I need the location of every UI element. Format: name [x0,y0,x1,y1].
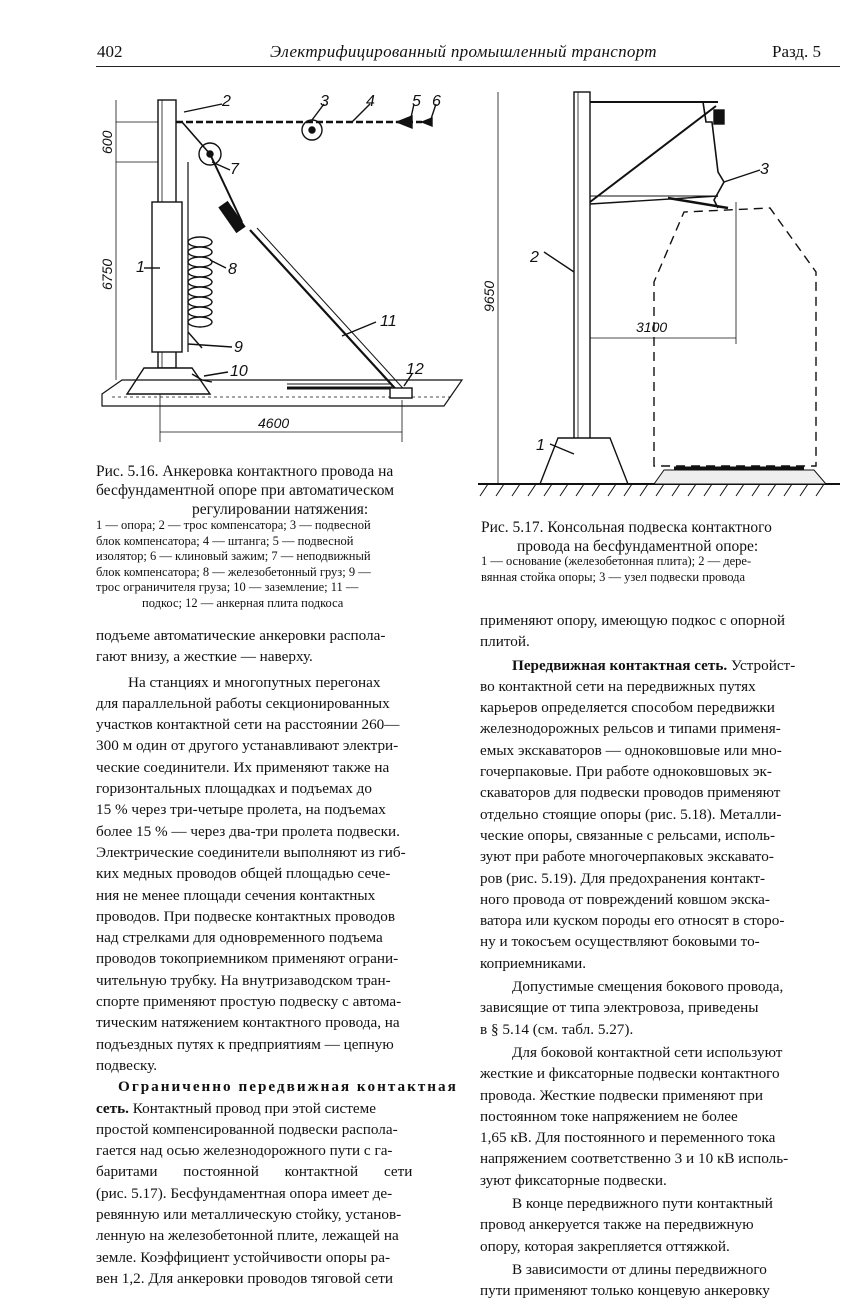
text-line: карьеров определяется способом передвижки [480,699,775,717]
text-line: скаваторов для подвески проводов применяют [480,784,781,802]
text-line: ну и токосъем осуществляют боковыми то- [480,933,760,951]
fig516-caption-legend [96,518,468,611]
legend-line: вянная стойка опоры; 3 — узел подвески провода [481,569,746,584]
text-line: горизонтальных площадках и подъемах до [96,780,372,798]
right-paragraph-4 [480,1193,842,1257]
text-line: чительную трубку. На внутризаводском тран- [96,971,391,989]
text-line: земле. Коэффициент устойчивости опоры ра- [96,1248,391,1266]
text-line: применяют опору, имеющую подкос с опорной [480,612,785,629]
text-line: гают внизу, а жесткие — наверху. [96,648,313,666]
text-line: В зависимости от длины передвижного [512,1260,767,1278]
fig516-dim-6750: 6750 [99,258,115,290]
text-line: подъеме автоматические анкеровки распола- [96,627,386,644]
text-line: Электрические соединители выполняют из гиб- [96,843,406,861]
text-line: ватора или куском породы его относят в сторо- [480,912,785,930]
caption-line: регулировании натяжения: [192,501,369,518]
fig517-dim-9650: 9650 [481,280,497,312]
right-column [480,610,842,1302]
text-line: гочерпаковые. При работе одноковшовых эк- [480,763,772,781]
text-line: пути применяют только концевую анкеровку [480,1282,770,1300]
page-number: 402 [97,42,123,61]
text-line: зуют фиксаторные подвески. [480,1171,667,1189]
fig517-caption-title [481,518,841,556]
text-line: баритами постоянной контактной сети [96,1163,413,1181]
right-paragraph-0 [480,610,842,653]
text-run: Контактный провод при этой системе [128,1099,377,1117]
running-title: Электрифицированный промышленный транспорт [270,42,657,61]
fig516-label-12: 12 [406,361,424,378]
text-line: ревянную или металлическую стойку, установ- [96,1206,402,1224]
fig517-caption-legend [481,554,839,585]
text-line: провод анкеруется также на передвижную [480,1216,754,1234]
caption-line: провода на бесфундаментной опоре: [517,538,759,555]
text-line: ческие опоры, связанные с рельсами, исполь- [480,826,776,844]
fig516-label-10: 10 [230,363,248,380]
text-line: вен 1,2. Для анкеровки проводов тяговой сети [96,1269,394,1287]
text-run: Устройст- [727,656,796,674]
text-line: спорте применяют простую подвеску с автома- [96,993,402,1011]
fig517-label-2: 2 [530,249,539,266]
legend-line: блок компенсатора; 4 — штанга; 5 — подвесной [96,533,354,548]
legend-line: 1 — основание (железобетонная плита); 2 — дере- [481,554,752,568]
fig516-label-5: 5 [412,93,421,110]
legend-line: 1 — опора; 2 — трос компенсатора; 3 — подвесной [96,518,371,532]
fig516-label-11: 11 [380,313,397,330]
text-line: более 15 % — через два-три пролета подвески. [96,822,400,840]
fig516-caption-title [96,462,468,519]
fig516-label-6: 6 [432,93,441,110]
caption-line: Рис. 5.17. Консольная подвеска контактного [481,519,772,536]
text-line: Для боковой контактной сети используют [512,1043,783,1061]
fig517-dim-3100: 3100 [636,319,668,335]
legend-line: подкос; 12 — анкерная плита подкоса [142,595,344,610]
text-line: проводов токоприемником применяют ограни- [96,950,399,968]
text-line: проводов. При подвеске контактных проводов [96,907,396,925]
text-line: ленную на железобетонной плите, лежащей на [96,1227,399,1245]
section-heading-continuation: сеть. [96,1099,129,1117]
fig516-label-2: 2 [222,93,231,110]
fig516-label-7: 7 [230,161,239,178]
fig516-dim-600: 600 [99,130,115,154]
text-line: ров (рис. 5.19). Для предохранения контакт- [480,869,766,887]
text-line: подъездных путях к предприятиям — цепную [96,1035,394,1053]
text-line: 15 % через три-четыре пролета, на подъемах [96,801,386,819]
text-line: 1,65 кВ. Для постоянного и переменного тока [480,1129,776,1147]
text-line: ния не менее площади сечения контактных [96,886,376,904]
legend-line: изолятор; 6 — клиновый зажим; 7 — неподвижный [96,549,371,563]
text-line: в § 5.14 (см. табл. 5.27). [480,1020,634,1038]
text-line: ческие соединители. Их применяют также на [96,758,390,776]
right-paragraph-5 [480,1259,842,1302]
legend-line: блок компенсатора; 8 — железобетонный груз; 9 — [96,564,371,579]
text-line: зависящие от типа электровоза, приведены [480,999,759,1017]
fig517-label-3: 3 [760,161,769,178]
left-paragraph-2 [96,672,464,1077]
figure-5-16 [92,82,472,454]
text-line [96,1098,464,1119]
text-line: жесткие и фиксаторные подвески контактного [480,1065,780,1083]
text-line: гается над осью железнодорожного пути с га- [96,1142,393,1160]
left-column [96,625,464,1289]
caption-line: бесфундаментной опоре при автоматическом [96,482,395,499]
text-line: На станциях и многопутных перегонах [128,673,381,691]
fig516-label-1: 1 [136,259,145,276]
legend-line: трос ограничителя груза; 10 — заземление; 11 — [96,580,359,594]
text-line: зуют при работе многочерпаковых экскавато- [480,848,774,866]
fig516-label-4: 4 [366,93,375,110]
fig516-label-9: 9 [234,339,243,356]
fig516-label-8: 8 [228,261,237,278]
header-rule [96,66,840,67]
text-line [480,655,842,676]
right-paragraph-1 [480,655,842,974]
text-line: В конце передвижного пути контактный [512,1195,773,1213]
text-line: 300 м один от другого устанавливают электри- [96,737,399,755]
text-line: для параллельной работы секционированных [96,694,390,712]
text-line: простой компенсированной подвески распола- [96,1120,398,1138]
figure-5-17 [478,82,840,510]
text-line: железнодорожных рельсов и типами применя- [480,720,781,738]
text-line: участков контактной сети на расстоянии 260— [96,716,400,734]
text-line: постоянном токе напряжением не более [480,1107,738,1125]
text-line: отдельно стоящие опоры (рис. 5.18). Металли- [480,805,782,823]
text-line: опору, которая закрепляется оттяжкой. [480,1237,730,1255]
text-line: (рис. 5.17). Бесфундаментная опора имеет де- [96,1184,393,1202]
text-line: ного провода от повреждений ковшом экска- [480,890,770,908]
text-line: коприемниками. [480,954,587,972]
right-paragraph-3 [480,1042,842,1191]
text-line: плитой. [480,633,530,651]
text-line [96,1076,464,1097]
left-paragraph-1 [96,625,464,668]
right-paragraph-2 [480,976,842,1040]
fig516-dim-4600: 4600 [258,415,290,431]
left-paragraph-3 [96,1076,464,1289]
section-label: Разд. 5 [772,42,822,61]
section-heading-limited-mobile: Ограниченно передвижная контактная [118,1078,458,1096]
section-heading-mobile: Передвижная контактная сеть. [512,656,728,674]
text-line: провода. Жесткие подвески применяют при [480,1086,763,1104]
text-line: ких медных проводов общей площадью сече- [96,865,391,883]
caption-line: Рис. 5.16. Анкеровка контактного провода на [96,463,394,480]
fig516-label-3: 3 [320,93,329,110]
fig517-label-1: 1 [536,437,545,454]
text-line: емых экскаваторов — одноковшовые или мно- [480,741,782,759]
text-line: Допустимые смещения бокового провода, [512,978,784,996]
text-line: подвеску. [96,1056,157,1074]
text-line: тическим натяжением контактного провода, на [96,1014,400,1032]
text-line: над стрелками для одновременного подъема [96,929,383,947]
text-line: во контактной сети на передвижных путях [480,677,756,695]
wooden-pole-drawing [574,92,590,480]
text-line: напряжением соответственно 3 и 10 кВ исполь- [480,1150,789,1168]
